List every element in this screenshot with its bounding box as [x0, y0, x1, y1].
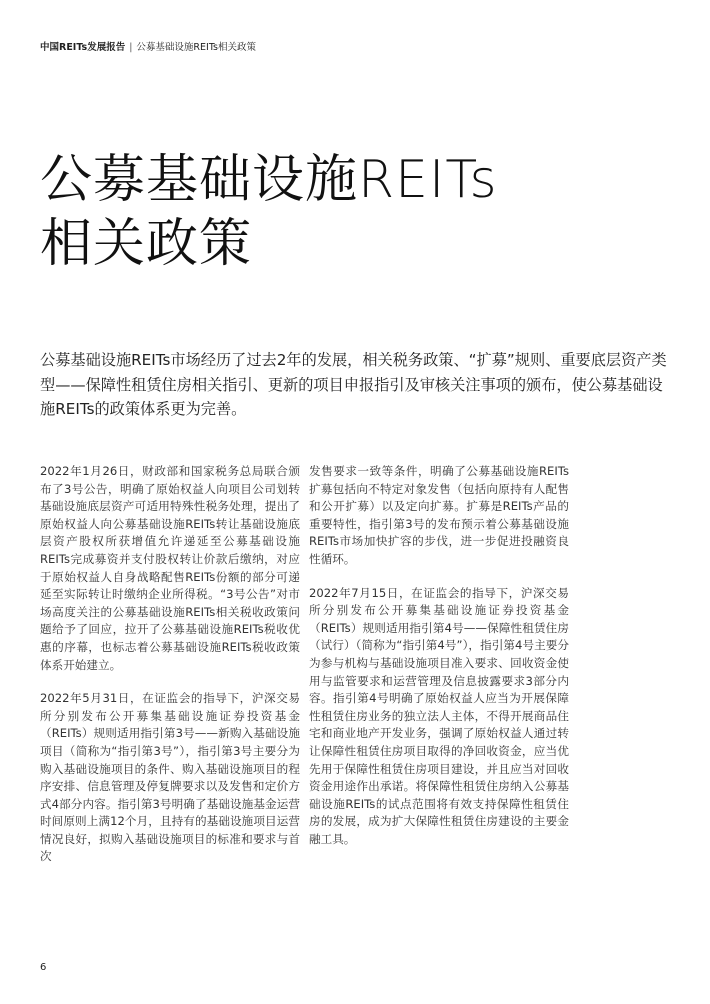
paragraph-may-31-continued: 发售要求一致等条件，明确了公募基础设施REITs扩募包括向不特定对象发售（包括向原持有人配售和公开扩募）以及定向扩募。扩募是REITs产品的重要特性，指引第3号的发布预示着公募基础设施REITs市场加快扩容的步伐，进一步促进投融资良性循环。	[309, 464, 569, 566]
right-column	[309, 463, 569, 864]
page-number: 6	[40, 962, 47, 973]
section-name: 公募基础设施REITs相关政策	[136, 42, 257, 53]
title-line-2: 相关政策	[40, 214, 253, 274]
paragraph-may-31: 2022年5月31日，在证监会的指导下，沪深交易所分别发布公开募集基础设施证券投资基金（REITs）规则适用指引第3号——新购入基础设施项目（简称为“指引第3号”），指引第3号主要分为购入基础设施项目的条件、购入基础设施项目的程序安排、信息管理及停复牌要求以及发售和定价方式4部分内容。指引第3号明确了基础设施基金运营时间原则上满12个月，且持有的基础设施项目运营情况良好，拟购入基础设施项目的标准和要求与首次	[40, 691, 300, 864]
title-line-1: 公募基础设施REITs	[40, 150, 498, 210]
intro-paragraph: 公募基础设施REITs市场经历了过去2年的发展，相关税务政策、“扩募”规则、重要底层资产类型——保障性租赁住房相关指引、更新的项目申报指引及审核关注事项的颁布，使公募基础设施REITs的政策体系更为完善。	[40, 351, 667, 418]
left-column	[40, 463, 300, 882]
header-separator: |	[129, 42, 133, 53]
paragraph-jan-26: 2022年1月26日，财政部和国家税务总局联合颁布了3号公告，明确了原始权益人向项目公司划转基础设施底层资产可适用特殊性税务处理，提出了原始权益人向公募基础设施REITs转让基础设施底层资产股权所获增值允许递延至公募基础设施REITs完成募资并支付股权转让价款后缴纳，对应于原始权益人自身战略配售REITs份额的部分可递延至实际转让时缴纳企业所得税。“3号公告”对市场高度关注的公募基础设施REITs相关税收政策问题给予了回应，拉开了公募基础设施REITs税收优惠的序幕，也标志着公募基础设施REITs税收政策体系开始建立。	[40, 464, 300, 672]
running-header	[40, 39, 256, 53]
report-name: 中国REITs发展报告	[40, 42, 126, 53]
paragraph-jul-15: 2022年7月15日，在证监会的指导下，沪深交易所分别发布公开募集基础设施证券投资基金（REITs）规则适用指引第4号——保障性租赁住房（试行）（简称为“指引第4号”），指引第4号主要分为参与机构与基础设施项目准入要求、回收资金使用与监管要求和运营管理及信息披露要求3部分内容。指引第4号明确了原始权益人应当为开展保障性租赁住房业务的独立法人主体，不得开展商品住宅和商业地产开发业务，强调了原始权益人通过转让保障性租赁住房项目取得的净回收资金，应当优先用于保障性租赁住房项目建设，并且应当对回收资金用途作出承诺。将保障性租赁住房纳入公募基础设施REITs的试点范围将有效支持保障性租赁住房的发展，成为扩大保障性租赁住房建设的主要金融工具。	[309, 585, 569, 846]
page-title	[40, 148, 680, 276]
